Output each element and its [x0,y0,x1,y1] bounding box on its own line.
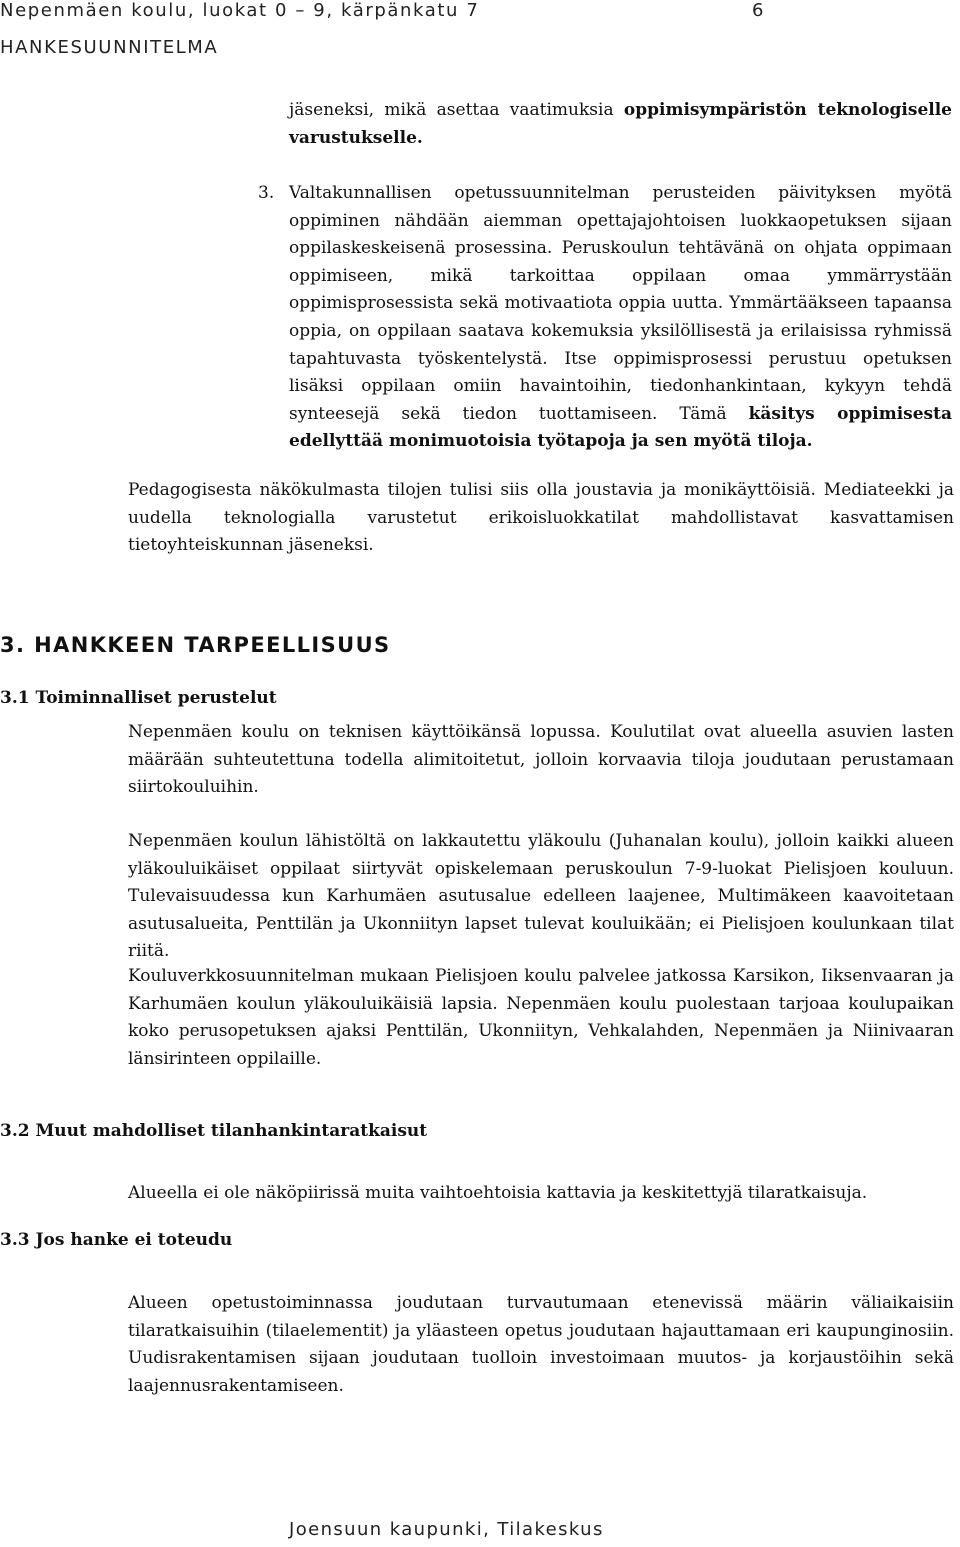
footer-organization: Joensuun kaupunki, Tilakeskus [289,1519,604,1540]
subsection-3-2-paragraph [128,1180,954,1208]
header-document-title: Nepenmäen koulu, luokat 0 – 9, kärpänkatu 7 [0,0,480,21]
header-document-type: HANKESUUNNITELMA [0,37,219,58]
paragraph-text: Nepenmäen koulun lähistöltä on lakkautettu yläkoulu (Juhanalan koulu), jolloin kaikki alueen yläkouluikäiset oppilaat siirtyvät opiskelemaan peruskoulun 7-9-luokat Pielisjoen kouluun. Tulevaisuudessa kun Karhumäen asutusalue edelleen laajenee, Multimäkeen kaavoitetaan asutusalueita, Penttilän ja Ukonniityn lapset tulevat kouluikään; ei Pielisjoen koulunkaan tilat riitä. [128,831,954,962]
list-item-number: 3. [258,183,275,203]
paragraph-text: Alueella ei ole näköpiirissä muita vaihtoehtoisia kattavia ja keskitettyjä tilaratkaisuja. [128,1183,868,1203]
subsection-heading-3-1: 3.1 Toiminnalliset perustelut [0,688,277,708]
subsection-3-3-paragraph [128,1290,954,1400]
list-item-text: Valtakunnallisen opetussuunnitelman perusteiden päivityksen myötä oppiminen nähdään aiemman opettajajohtoisen luokkaopetuksen sijaan oppilaskeskeisenä prosessina. Peruskoulun tehtävänä on ohjata oppimaan oppimiseen, mikä tarkoittaa oppilaan omaa ymmärrystään oppimisprosessista sekä motivaatiota oppia uutta. Ymmärtääkseen tapaansa oppia, on oppilaan saatava kokemuksia yksilöllisestä ja erilaisissa ryhmissä tapahtuvasta työskentelystä. Itse oppimisprosessi perustuu opetuksen lisäksi oppilaan omiin havaintoihin, tiedonhankintaan, kykyyn tehdä synteesejä sekä tiedon tuottamiseen. Tämä [289,183,952,424]
continuation-paragraph [289,97,952,152]
pedagogy-text: Pedagogisesta näkökulmasta tilojen tulisi siis olla joustavia ja monikäyttöisiä. Mediateekki ja uudella teknologialla varustetut erikoisluokkatilat mahdollistavat kasvattamisen tietoyhteiskunnan jäseneksi. [128,480,954,556]
paragraph-text: Kouluverkkosuunnitelman mukaan Pielisjoen koulu palvelee jatkossa Karsikon, Iiksenvaaran ja Karhumäen koulun yläkouluikäisiä lapsia. Nepenmäen koulu puolestaan tarjoaa koulupaikan koko perusopetuksen ajaksi Penttilän, Ukonniityn, Vehkalahden, Nepenmäen ja Niinivaaran länsirinteen oppilaille. [128,966,954,1069]
subsection-3-1-paragraph-1 [128,719,954,802]
section-heading: 3. HANKKEEN TARPEELLISUUS [0,633,391,657]
continuation-text: jäseneksi, mikä asettaa vaatimuksia [289,100,624,120]
paragraph-text: Alueen opetustoiminnassa joudutaan turvautumaan etenevissä määrin väliaikaisiin tilaratkaisuihin (tilaelementit) ja yläasteen opetus joudutaan hajauttamaan eri kaupunginosiin. Uudisrakentamisen sijaan joudutaan tuolloin investoimaan muutos- ja korjaustöihin sekä laajennusrakentamiseen. [128,1293,954,1396]
subsection-3-1-paragraph-3 [128,963,954,1073]
subsection-3-1-paragraph-2 [128,828,954,966]
pedagogy-paragraph [128,477,954,560]
subsection-heading-3-2: 3.2 Muut mahdolliset tilanhankintaratkaisut [0,1121,428,1141]
list-item-emphasis: käsitys oppimisesta edellyttää monimuotoisia työtapoja ja sen myötä tiloja. [289,403,952,452]
page-number: 6 [752,0,764,21]
paragraph-text: Nepenmäen koulu on teknisen käyttöikänsä lopussa. Koulutilat ovat alueella asuvien lasten määrään suhteutettuna todella alimitoitetut, jolloin korvaavia tiloja joudutaan perustamaan siirtokouluihin. [128,722,954,798]
list-item-3 [289,180,952,456]
subsection-heading-3-3: 3.3 Jos hanke ei toteudu [0,1230,233,1250]
continuation-emphasis: oppimisympäristön teknologiselle varustukselle. [289,100,952,148]
